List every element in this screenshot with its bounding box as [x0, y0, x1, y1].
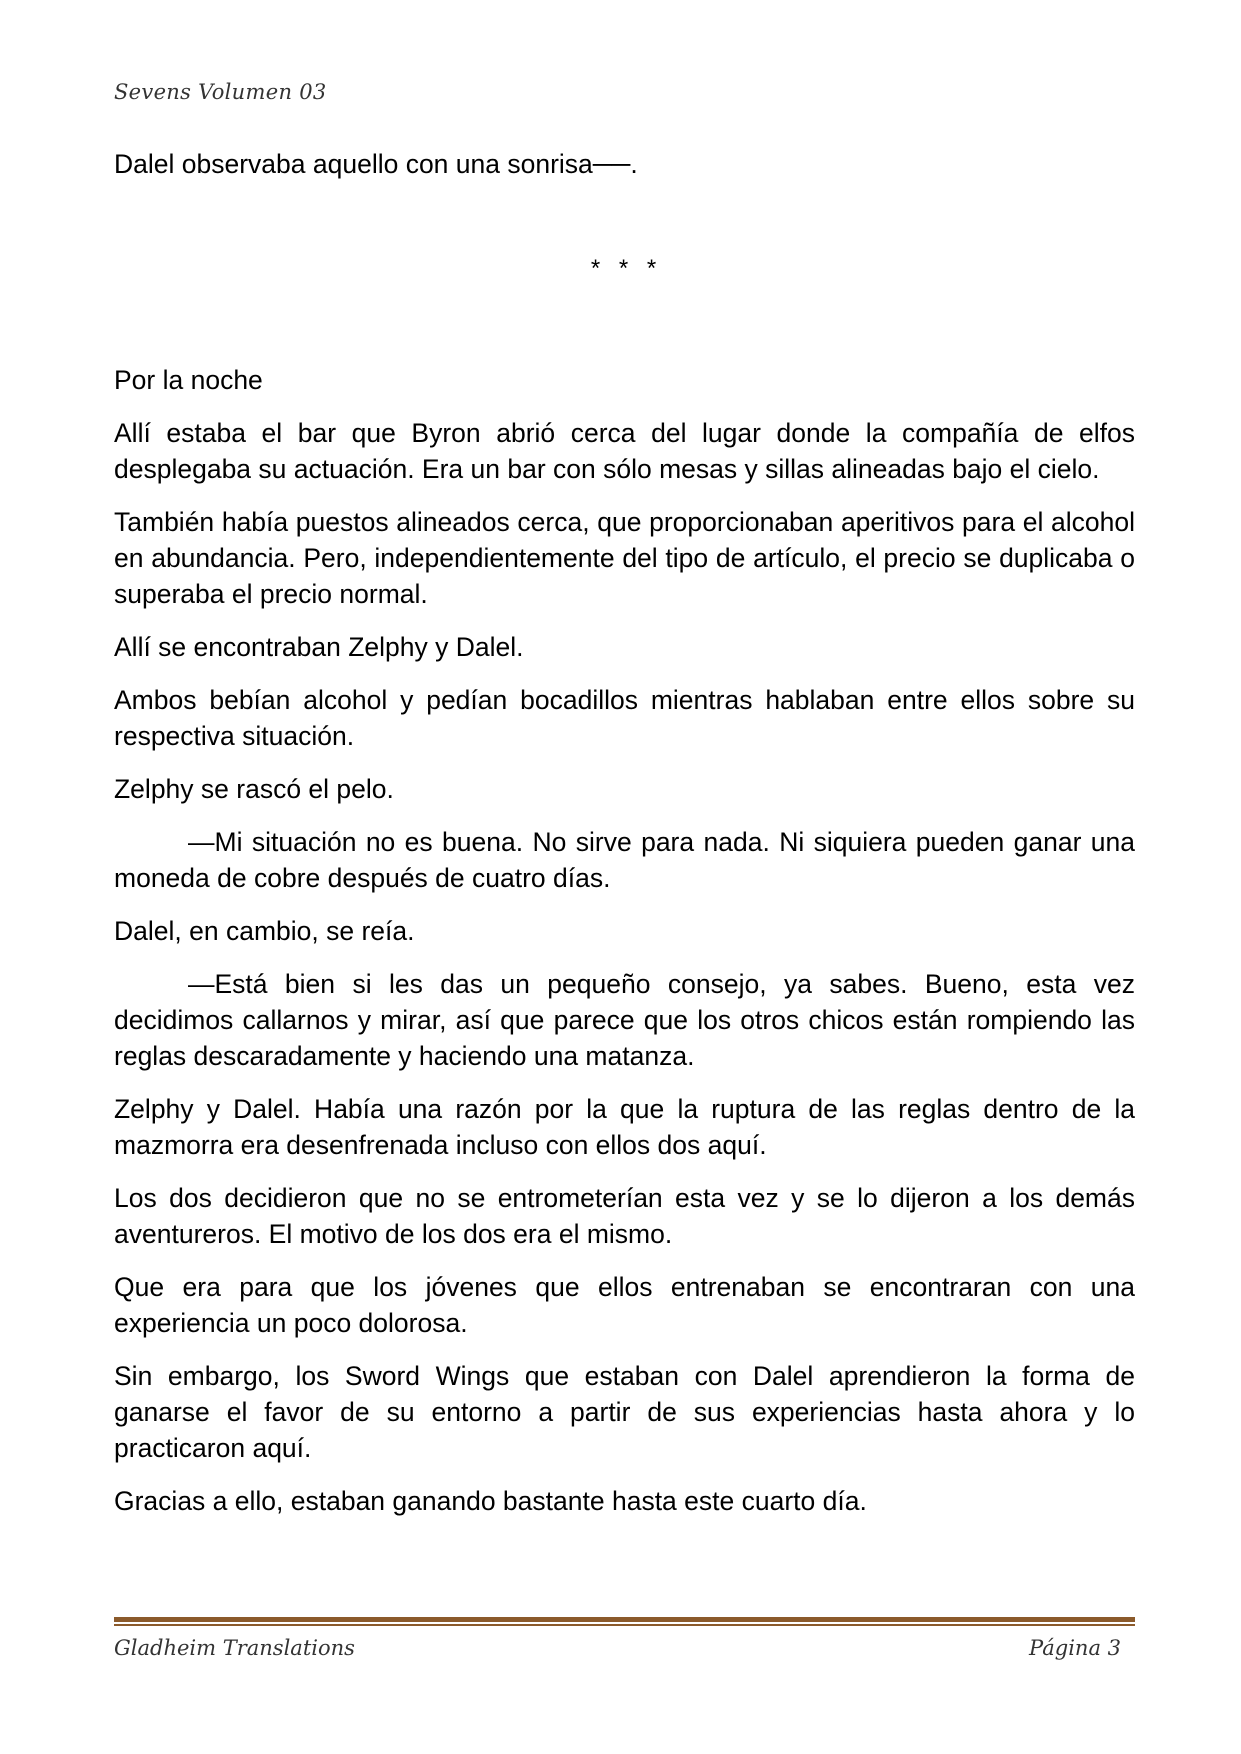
paragraph: Que era para que los jóvenes que ellos entrenaban se encontraran con una experiencia un poco dolorosa.: [114, 1272, 1135, 1338]
paragraph: También había puestos alineados cerca, que proporcionaban aperitivos para el alcohol en abundancia. Pero, independientemente del tipo de artículo, el precio se duplicaba o superaba el precio normal.: [114, 507, 1135, 609]
page-number: Página 3: [1029, 1636, 1121, 1660]
footer-rule-thin: [114, 1624, 1135, 1626]
dialogue-paragraph: —Está bien si les das un pequeño consejo, ya sabes. Bueno, esta vez decidimos callarnos y mirar, así que parece que los otros chicos están rompiendo las reglas descaradamente y haciendo una matanza.: [114, 969, 1135, 1071]
paragraph: Los dos decidieron que no se entrometerían esta vez y se lo dijeron a los demás aventureros. El motivo de los dos era el mismo.: [114, 1183, 1135, 1249]
dialogue-paragraph: —Mi situación no es buena. No sirve para nada. Ni siquiera pueden ganar una moneda de cobre después de cuatro días.: [114, 827, 1135, 893]
paragraph: Allí se encontraban Zelphy y Dalel.: [114, 632, 524, 662]
paragraph: Zelphy y Dalel. Había una razón por la que la ruptura de las reglas dentro de la mazmorra era desenfrenada incluso con ellos dos aquí.: [114, 1094, 1135, 1160]
header-title: Sevens Volumen 03: [114, 80, 327, 104]
paragraph: Por la noche: [114, 365, 263, 395]
opening-line: Dalel observaba aquello con una sonrisa──.: [114, 149, 638, 179]
paragraph: Dalel, en cambio, se reía.: [114, 916, 415, 946]
paragraph: Allí estaba el bar que Byron abrió cerca del lugar donde la compañía de elfos desplegaba su actuación. Era un bar con sólo mesas y sillas alineadas bajo el cielo.: [114, 418, 1135, 484]
paragraph: Gracias a ello, estaban ganando bastante hasta este cuarto día.: [114, 1486, 867, 1516]
paragraph: Sin embargo, los Sword Wings que estaban con Dalel aprendieron la forma de ganarse el favor de su entorno a partir de sus experiencias hasta ahora y lo practicaron aquí.: [114, 1361, 1135, 1463]
paragraph: Ambos bebían alcohol y pedían bocadillos mientras hablaban entre ellos sobre su respectiva situación.: [114, 685, 1135, 751]
paragraph: Zelphy se rascó el pelo.: [114, 774, 394, 804]
footer-credit: Gladheim Translations: [114, 1636, 355, 1660]
scene-separator: * * *: [590, 255, 663, 282]
footer-rule-thick: [114, 1617, 1135, 1622]
body-text: [114, 362, 1135, 1536]
